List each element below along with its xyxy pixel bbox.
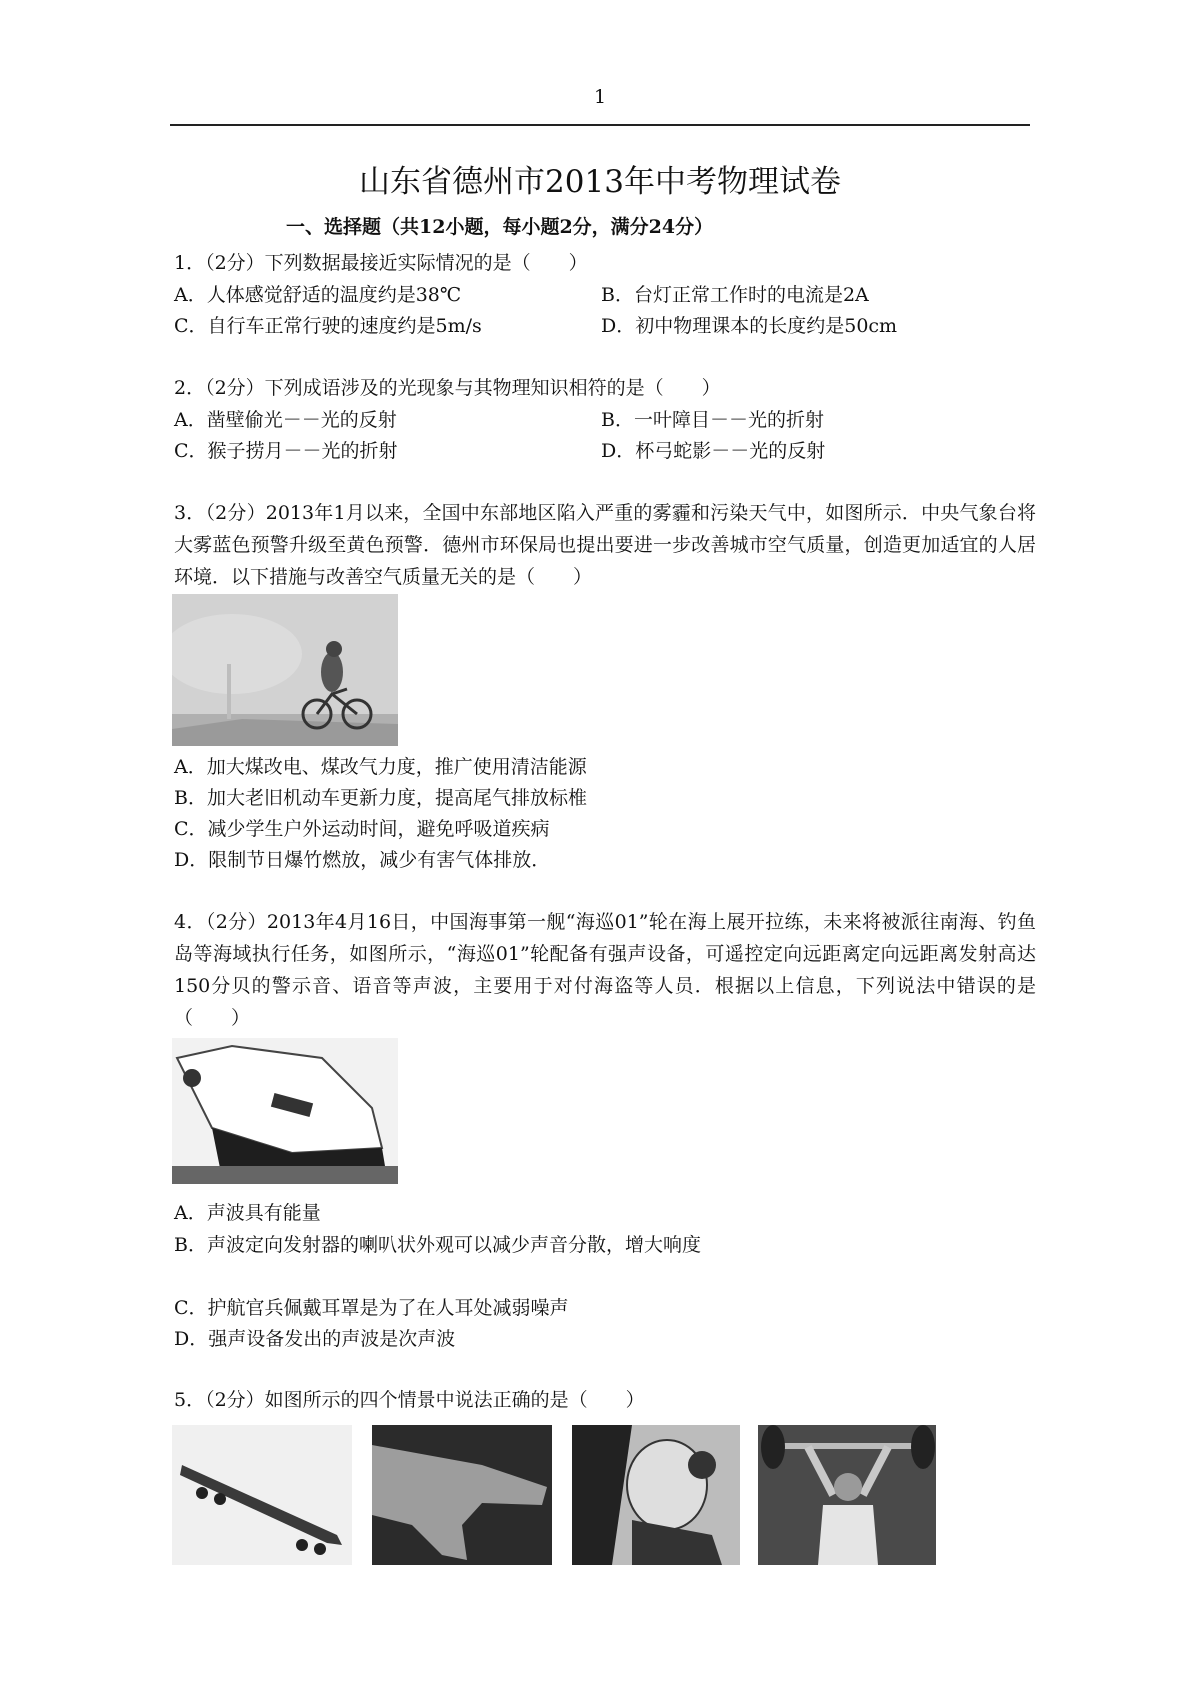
patrol-ship-image bbox=[172, 1038, 398, 1184]
question-2-option-c: C．猴子捞月－－光的折射 bbox=[174, 440, 398, 462]
question-4-option-c: C．护航官兵佩戴耳罩是为了在人耳处减弱噪声 bbox=[174, 1297, 569, 1319]
question-1-option-a: A．人体感觉舒适的温度约是38℃ bbox=[174, 284, 462, 306]
question-2-option-a: A．凿壁偷光－－光的反射 bbox=[174, 409, 397, 431]
smog-cyclist-image bbox=[172, 594, 398, 746]
section-heading: 一、选择题（共12小题，每小题2分，满分24分） bbox=[286, 216, 714, 238]
question-4-option-d: D．强声设备发出的声波是次声波 bbox=[174, 1328, 456, 1350]
question-3-option-c: C．减少学生户外运动时间，避免呼吸道疾病 bbox=[174, 818, 550, 840]
question-1-option-b: B．台灯正常工作时的电流是2A bbox=[601, 284, 869, 306]
weightlifter-image bbox=[758, 1425, 936, 1565]
question-3-option-a: A．加大煤改电、煤改气力度，推广使用清洁能源 bbox=[174, 756, 587, 778]
question-2-stem: 2．（2分）下列成语涉及的光现象与其物理知识相符的是（ ） bbox=[174, 377, 721, 399]
question-1-stem: 1．（2分）下列数据最接近实际情况的是（ ） bbox=[174, 252, 588, 274]
question-4-stem: 4．（2分）2013年4月16日，中国海事第一舰“海巡01”轮在海上展开拉练，未来将被派往南海、钓鱼岛等海域执行任务，如图所示，“海巡01”轮配备有强声设备，可遥控定向远距离定向远距离发射高达150分贝的警示音、语音等声波，主要用于对付海盗等人员．根据以上信息，下列说法中错误的是（ ） bbox=[174, 911, 1036, 1029]
question-2-option-b: B．一叶障目－－光的折射 bbox=[601, 409, 824, 431]
question-2-option-d: D．杯弓蛇影－－光的反射 bbox=[601, 440, 826, 462]
question-3-option-b: B．加大老旧机动车更新力度，提高尾气排放标椎 bbox=[174, 787, 587, 809]
question-5-stem: 5．（2分）如图所示的四个情景中说法正确的是（ ） bbox=[174, 1389, 645, 1411]
header-rule bbox=[170, 124, 1030, 126]
question-3-option-d: D．限制节日爆竹燃放，减少有害气体排放． bbox=[174, 849, 551, 871]
question-1-option-c: C．自行车正常行驶的速度约是5m/s bbox=[174, 315, 482, 337]
question-3-stem: 3．（2分）2013年1月以来，全国中东部地区陷入严重的雾霾和污染天气中，如图所示．中央气象台将大雾蓝色预警升级至黄色预警．德州市环保局也提出要进一步改善城市空气质量，创造更加适宜的人居环境．以下措施与改善空气质量无关的是（ ） bbox=[174, 502, 1036, 588]
exam-title: 山东省德州市2013年中考物理试卷 bbox=[359, 164, 841, 200]
skateboard-image bbox=[172, 1425, 352, 1565]
question-1-option-d: D．初中物理课本的长度约是50cm bbox=[601, 315, 898, 337]
hand-image bbox=[372, 1425, 552, 1565]
page-number: 1 bbox=[593, 86, 607, 108]
question-4-option-b: B．声波定向发射器的喇叭状外观可以减少声音分散，增大响度 bbox=[174, 1234, 701, 1256]
car-airbag-image bbox=[572, 1425, 740, 1565]
question-4-option-a: A．声波具有能量 bbox=[174, 1202, 321, 1224]
